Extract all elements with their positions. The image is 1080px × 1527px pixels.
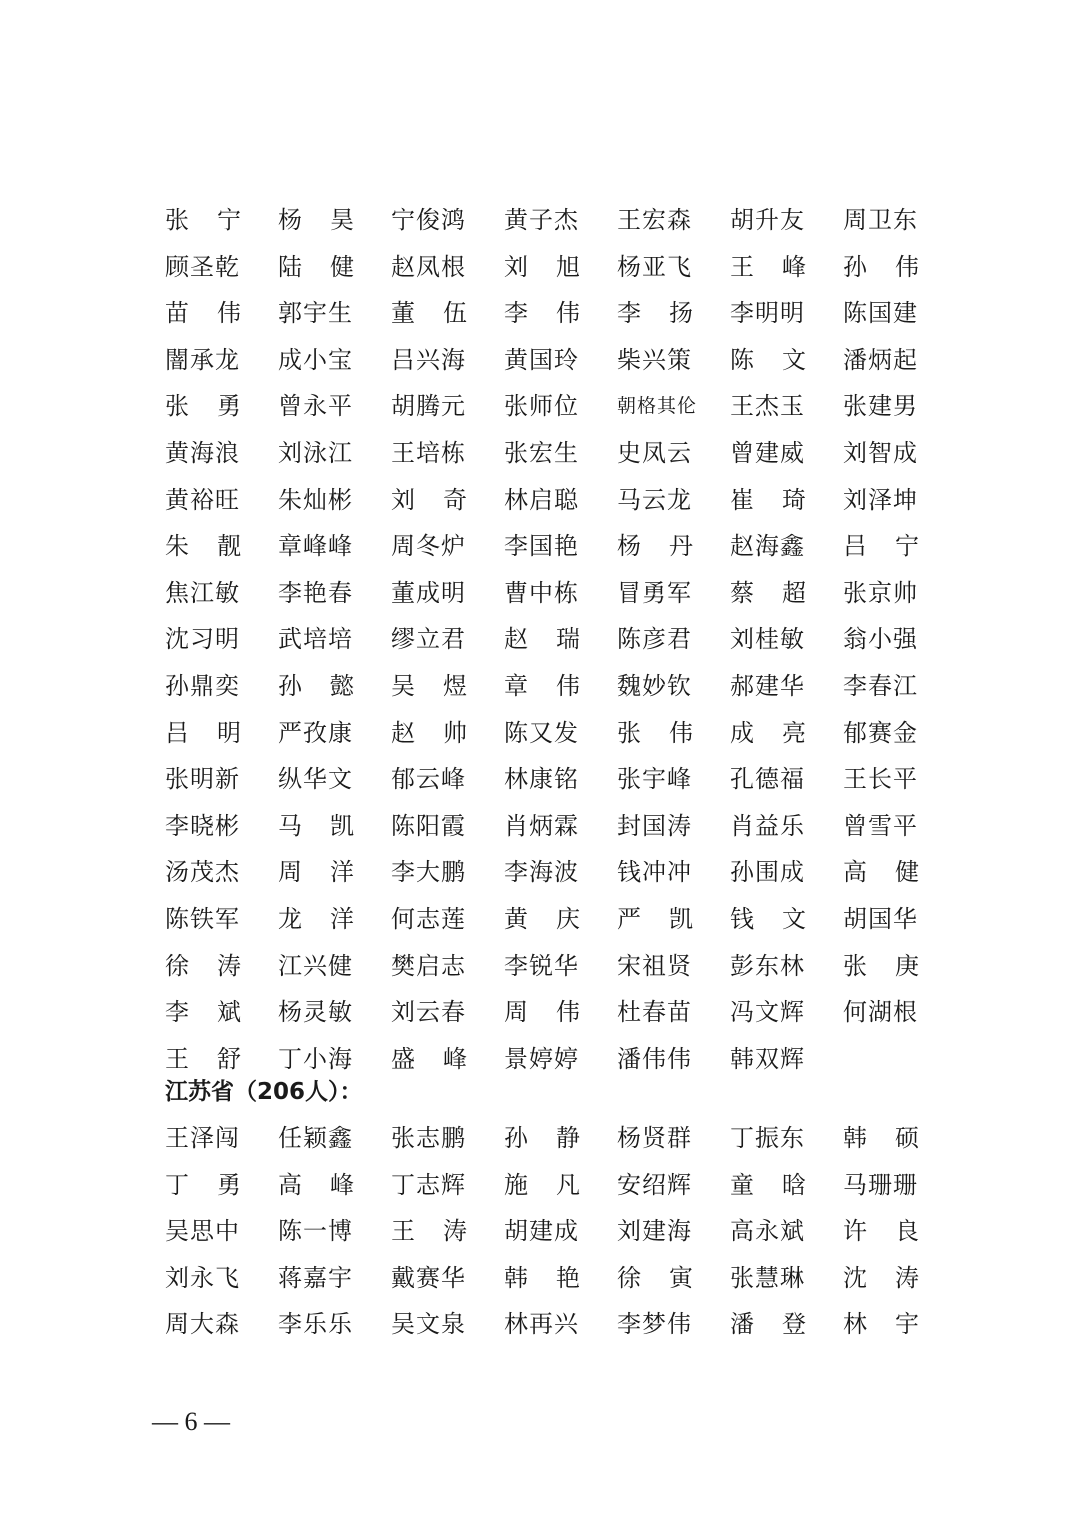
name-list-jiangsu — [165, 1115, 925, 1348]
person-name: 沈 涛 — [843, 1263, 919, 1292]
person-name: 杨亚飞 — [617, 252, 692, 281]
person-name: 冯文辉 — [730, 998, 805, 1027]
name-row — [165, 477, 925, 524]
person-name: 顾圣乾 — [165, 252, 240, 281]
person-name: 张建男 — [843, 392, 918, 421]
name-row — [165, 197, 925, 244]
person-name: 李明明 — [730, 299, 805, 328]
person-name: 陈 文 — [730, 345, 806, 374]
person-name: 戴赛华 — [391, 1263, 466, 1292]
person-name: 胡建成 — [504, 1217, 579, 1246]
person-name: 赵 帅 — [391, 718, 467, 747]
person-name: 安绍辉 — [617, 1170, 692, 1199]
person-name: 任颖鑫 — [278, 1124, 353, 1152]
person-name: 张宇峰 — [617, 765, 692, 794]
person-name: 陆 健 — [278, 252, 354, 281]
name-row — [165, 290, 925, 337]
person-name: 李海波 — [504, 858, 579, 887]
person-name: 焦江敏 — [165, 578, 240, 607]
person-name: 曹中栋 — [504, 578, 579, 607]
person-name: 宋祖贤 — [617, 951, 692, 980]
person-name: 张宏生 — [504, 438, 579, 467]
person-name: 李大鹏 — [391, 858, 466, 887]
person-name: 苗 伟 — [165, 299, 241, 328]
person-name: 吕 宁 — [843, 532, 919, 561]
name-row — [165, 943, 925, 990]
person-name: 陈铁军 — [165, 904, 240, 933]
person-name: 李艳春 — [278, 578, 353, 607]
person-name: 王培栋 — [391, 438, 466, 467]
person-name: 潘伟伟 — [617, 1044, 692, 1073]
person-name: 柴兴策 — [617, 345, 692, 374]
person-name: 缪立君 — [391, 625, 466, 654]
person-name: 林启聪 — [504, 485, 579, 514]
name-row — [165, 710, 925, 757]
person-name: 张 勇 — [165, 392, 241, 421]
person-name: 黄国玲 — [504, 345, 579, 374]
person-name: 吴 煜 — [391, 671, 467, 700]
person-name: 赵 瑞 — [504, 625, 580, 654]
person-name: 黄海浪 — [165, 438, 240, 467]
person-name: 王泽闯 — [165, 1124, 240, 1152]
person-name: 杨灵敏 — [278, 998, 353, 1027]
person-name: 刘建海 — [617, 1217, 692, 1246]
person-name: 王 涛 — [391, 1217, 467, 1246]
person-name: 韩双辉 — [730, 1044, 805, 1073]
person-name: 杨 丹 — [617, 532, 693, 561]
name-row — [165, 1162, 925, 1209]
page-number: — 6 — — [152, 1407, 230, 1436]
person-name: 宁俊鸿 — [391, 206, 466, 234]
person-name: 胡国华 — [843, 904, 918, 933]
person-name: 成 亮 — [730, 718, 806, 747]
person-name: 高 健 — [843, 858, 919, 887]
person-name: 黄子杰 — [504, 206, 579, 234]
person-name: 樊启志 — [391, 951, 466, 980]
person-name: 潘炳起 — [843, 345, 918, 374]
person-name: 吕兴海 — [391, 345, 466, 374]
person-name: 张 伟 — [617, 718, 693, 747]
person-name: 马 凯 — [278, 811, 354, 840]
person-name: 童 晗 — [730, 1170, 806, 1199]
name-row — [165, 337, 925, 384]
person-name: 朱 靓 — [165, 532, 241, 561]
person-name: 朱灿彬 — [278, 485, 353, 514]
name-row — [165, 989, 925, 1036]
person-name: 章 伟 — [504, 671, 580, 700]
person-name: 董成明 — [391, 578, 466, 607]
person-name: 沈习明 — [165, 625, 240, 654]
person-name: 肖炳霖 — [504, 811, 579, 840]
name-row — [165, 523, 925, 570]
person-name: 丁小海 — [278, 1044, 353, 1073]
name-row — [165, 1115, 925, 1162]
person-name: 孔德福 — [730, 765, 805, 794]
person-name: 盛 峰 — [391, 1044, 467, 1073]
person-name: 严 凯 — [617, 904, 693, 933]
person-name: 杨 昊 — [278, 206, 354, 234]
person-name: 孙围成 — [730, 858, 805, 887]
person-name: 郝建华 — [730, 671, 805, 700]
person-name: 周冬炉 — [391, 532, 466, 561]
person-name: 林康铭 — [504, 765, 579, 794]
person-name: 钱冲冲 — [617, 858, 692, 887]
person-name: 李 扬 — [617, 299, 693, 328]
name-row — [165, 244, 925, 291]
name-row — [165, 896, 925, 943]
person-name: 赵凤根 — [391, 252, 466, 281]
person-name: 张明新 — [165, 765, 240, 794]
person-name: 林 宇 — [843, 1310, 919, 1339]
person-name: 孙 伟 — [843, 252, 919, 281]
person-name: 张慧琳 — [730, 1263, 805, 1292]
person-name: 陈一博 — [278, 1217, 353, 1246]
name-row — [165, 756, 925, 803]
person-name: 王长平 — [843, 765, 918, 794]
name-row — [165, 616, 925, 663]
person-name: 崔 琦 — [730, 485, 806, 514]
person-name: 张京帅 — [843, 578, 918, 607]
person-name: 孙 懿 — [278, 671, 354, 700]
person-name: 史凤云 — [617, 438, 692, 467]
person-name: 孙 静 — [504, 1124, 580, 1152]
person-name: 翁小强 — [843, 625, 918, 654]
person-name: 武培培 — [278, 625, 353, 654]
person-name: 董 伍 — [391, 299, 467, 328]
person-name: 肖益乐 — [730, 811, 805, 840]
person-name: 李锐华 — [504, 951, 579, 980]
name-list-continued — [165, 197, 925, 1082]
person-name: 王杰玉 — [730, 392, 805, 421]
person-name: 胡升友 — [730, 206, 805, 234]
section-heading-jiangsu: 江苏省（206人）： — [165, 1079, 363, 1105]
person-name: 高 峰 — [278, 1170, 354, 1199]
person-name: 李 斌 — [165, 998, 241, 1027]
name-row — [165, 383, 925, 430]
person-name: 周 伟 — [504, 998, 580, 1027]
person-name: 吴文泉 — [391, 1310, 466, 1339]
person-name: 周 洋 — [278, 858, 354, 887]
person-name: 李 伟 — [504, 299, 580, 328]
person-name: 黄裕旺 — [165, 485, 240, 514]
person-name: 徐 涛 — [165, 951, 241, 980]
person-name: 黄 庆 — [504, 904, 580, 933]
person-name: 江兴健 — [278, 951, 353, 980]
person-name: 马珊珊 — [843, 1170, 918, 1199]
name-row — [165, 1301, 925, 1348]
person-name: 钱 文 — [730, 904, 806, 933]
person-name: 封国涛 — [617, 811, 692, 840]
person-name: 刘云春 — [391, 998, 466, 1027]
person-name: 曾建威 — [730, 438, 805, 467]
person-name: 李梦伟 — [617, 1310, 692, 1339]
name-row — [165, 430, 925, 477]
person-name: 丁志辉 — [391, 1170, 466, 1199]
person-name: 林再兴 — [504, 1310, 579, 1339]
person-name: 高永斌 — [730, 1217, 805, 1246]
person-name: 蔡 超 — [730, 578, 806, 607]
person-name: 许 良 — [843, 1217, 919, 1246]
person-name: 何湖根 — [843, 998, 918, 1027]
person-name: 吴思中 — [165, 1217, 240, 1246]
person-name: 曾永平 — [278, 392, 353, 421]
person-name: 丁振东 — [730, 1124, 805, 1152]
person-name: 徐 寅 — [617, 1263, 693, 1292]
name-row — [165, 803, 925, 850]
person-name: 严孜康 — [278, 718, 353, 747]
person-name: 刘智成 — [843, 438, 918, 467]
person-name: 纵华文 — [278, 765, 353, 794]
person-name: 陈阳霞 — [391, 811, 466, 840]
person-name: 王 峰 — [730, 252, 806, 281]
person-name: 何志莲 — [391, 904, 466, 933]
person-name: 李春江 — [843, 671, 918, 700]
person-name: 周大森 — [165, 1310, 240, 1339]
person-name: 张 宁 — [165, 206, 241, 234]
person-name: 彭东林 — [730, 951, 805, 980]
person-name: 潘 登 — [730, 1310, 806, 1339]
person-name: 汤茂杰 — [165, 858, 240, 887]
person-name: 孙鼎奕 — [165, 671, 240, 700]
name-row — [165, 570, 925, 617]
person-name: 冒勇军 — [617, 578, 692, 607]
person-name: 曾雪平 — [843, 811, 918, 840]
person-name: 丁 勇 — [165, 1170, 241, 1199]
name-row — [165, 1208, 925, 1255]
person-name: 杜春苗 — [617, 998, 692, 1027]
person-name: 刘 奇 — [391, 485, 467, 514]
person-name: 李乐乐 — [278, 1310, 353, 1339]
person-name: 张 庚 — [843, 951, 919, 980]
person-name: 赵海鑫 — [730, 532, 805, 561]
person-name: 王 舒 — [165, 1044, 241, 1073]
person-name: 李晓彬 — [165, 811, 240, 840]
person-name: 郁云峰 — [391, 765, 466, 794]
person-name: 郭宇生 — [278, 299, 353, 328]
person-name: 刘桂敏 — [730, 625, 805, 654]
person-name: 张师位 — [504, 392, 579, 421]
person-name: 刘泽坤 — [843, 485, 918, 514]
person-name: 闇承龙 — [165, 345, 240, 374]
person-name: 陈又发 — [504, 718, 579, 747]
person-name: 刘 旭 — [504, 252, 580, 281]
person-name: 魏妙钦 — [617, 671, 692, 700]
person-name: 成小宝 — [278, 345, 353, 374]
name-row — [165, 849, 925, 896]
person-name: 胡腾元 — [391, 392, 466, 421]
person-name: 陈彦君 — [617, 625, 692, 654]
person-name: 马云龙 — [617, 485, 692, 514]
person-name: 刘泳江 — [278, 438, 353, 467]
person-name: 杨贤群 — [617, 1124, 692, 1152]
person-name: 王宏森 — [617, 206, 692, 234]
person-name: 刘永飞 — [165, 1263, 240, 1292]
person-name: 章峰峰 — [278, 532, 353, 561]
person-name: 张志鹏 — [391, 1124, 466, 1152]
person-name: 韩 硕 — [843, 1124, 919, 1152]
person-name: 朝格其伦 — [617, 395, 698, 418]
person-name: 韩 艳 — [504, 1263, 580, 1292]
person-name: 周卫东 — [843, 206, 918, 234]
person-name: 陈国建 — [843, 299, 918, 328]
person-name: 景婷婷 — [504, 1044, 579, 1073]
name-row — [165, 663, 925, 710]
person-name: 施 凡 — [504, 1170, 580, 1199]
person-name: 蒋嘉宇 — [278, 1263, 353, 1292]
name-row — [165, 1255, 925, 1302]
person-name: 龙 洋 — [278, 904, 354, 933]
person-name: 李国艳 — [504, 532, 579, 561]
person-name: 郁赛金 — [843, 718, 918, 747]
person-name: 吕 明 — [165, 718, 241, 747]
